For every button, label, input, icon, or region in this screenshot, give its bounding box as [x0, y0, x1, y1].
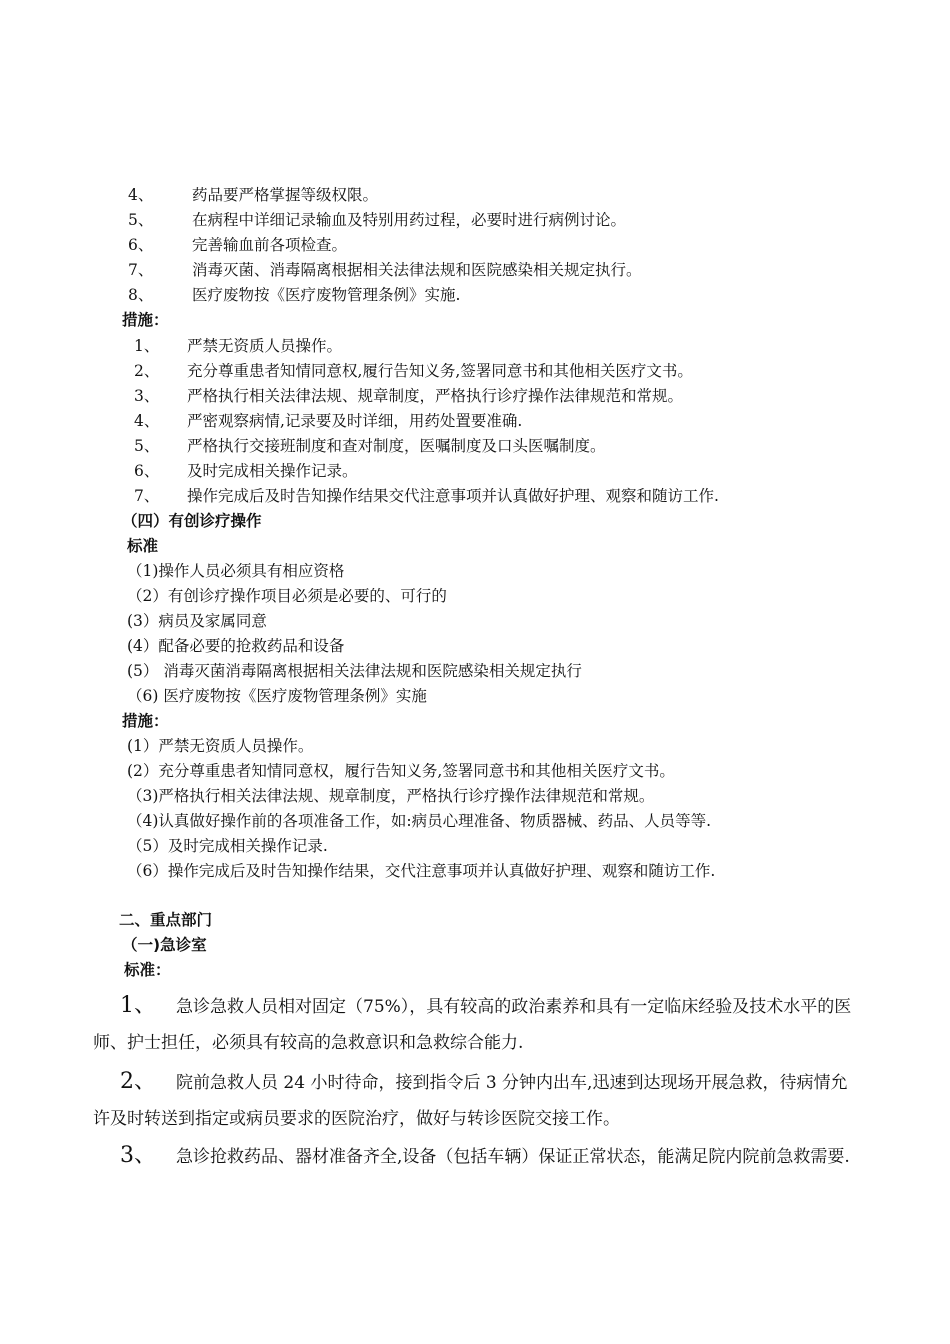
list-item: 7、 操作完成后及时告知操作结果交代注意事项并认真做好护理、观察和随访工作. — [134, 487, 719, 505]
list-item: 8、 医疗废物按《医疗废物管理条例》实施. — [128, 286, 461, 304]
standard-heading: 标准 — [127, 537, 159, 555]
list-item: (1）严禁无资质人员操作。 — [127, 737, 314, 755]
list-item: 3、 严格执行相关法律法规、规章制度，严格执行诊疗操作法律规范和常规。 — [134, 387, 684, 405]
standard-heading: 标准： — [124, 961, 171, 979]
list-item: (4）配备必要的抢救药品和设备 — [127, 637, 345, 655]
list-item: 2、 充分尊重患者知情同意权,履行告知义务,签署同意书和其他相关医疗文书。 — [134, 362, 693, 380]
list-item: （2）有创诊疗操作项目必须是必要的、可行的 — [127, 587, 447, 605]
list-item: （1)操作人员必须具有相应资格 — [127, 562, 345, 580]
list-item: 5、 在病程中详细记录输血及特别用药过程，必要时进行病例讨论。 — [128, 211, 627, 229]
measures-heading: 措施： — [122, 712, 169, 730]
list-item: （3)严格执行相关法律法规、规章制度，严格执行诊疗操作法律规范和常规。 — [127, 787, 655, 805]
list-item: (5） 消毒灭菌消毒隔离根据相关法律法规和医院感染相关规定执行 — [127, 662, 582, 680]
list-item: 4、 药品要严格掌握等级权限。 — [128, 186, 379, 204]
list-item: (2）充分尊重患者知情同意权，履行告知义务,签署同意书和其他相关医疗文书。 — [127, 762, 675, 780]
list-item: 6、 及时完成相关操作记录。 — [134, 462, 358, 480]
measures-heading: 措施： — [122, 311, 169, 329]
list-item: 1、 严禁无资质人员操作。 — [134, 337, 343, 355]
section-heading: （四）有创诊疗操作 — [122, 512, 262, 530]
paragraph-item: 1、 急诊急救人员相对固定（75%），具有较高的政治素养和具有一定临床经验及技术水平的医师、护士担任，必须具有较高的急救意识和急救综合能力. — [93, 993, 852, 1053]
part-heading: 二、重点部门 — [119, 911, 213, 929]
list-item: 7、 消毒灭菌、消毒隔离根据相关法律法规和医院感染相关规定执行。 — [128, 261, 642, 279]
list-item: 4、 严密观察病情,记录要及时详细，用药处置要准确. — [134, 412, 523, 430]
list-item: （6) 医疗废物按《医疗废物管理条例》实施 — [127, 687, 427, 705]
list-item: 5、 严格执行交接班制度和查对制度，医嘱制度及口头医嘱制度。 — [134, 437, 606, 455]
list-item: （6）操作完成后及时告知操作结果，交代注意事项并认真做好护理、观察和随访工作. — [127, 862, 716, 880]
paragraph-item: 2、 院前急救人员 24 小时待命，接到指令后 3 分钟内出车,迅速到达现场开展急救，待病情允许及时转送到指定或病员要求的医院治疗，做好与转诊医院交接工作。 — [93, 1069, 848, 1129]
list-item: 6、 完善输血前各项检查。 — [128, 236, 348, 254]
list-item: (3）病员及家属同意 — [127, 612, 267, 630]
list-item: （5）及时完成相关操作记录. — [127, 837, 328, 855]
sub-heading: （一)急诊室 — [122, 936, 207, 954]
list-item: （4)认真做好操作前的各项准备工作，如:病员心理准备、物质器械、药品、人员等等. — [127, 812, 712, 830]
paragraph-item: 3、 急诊抢救药品、器材准备齐全,设备（包括车辆）保证正常状态，能满足院内院前急救需要. — [120, 1143, 850, 1168]
